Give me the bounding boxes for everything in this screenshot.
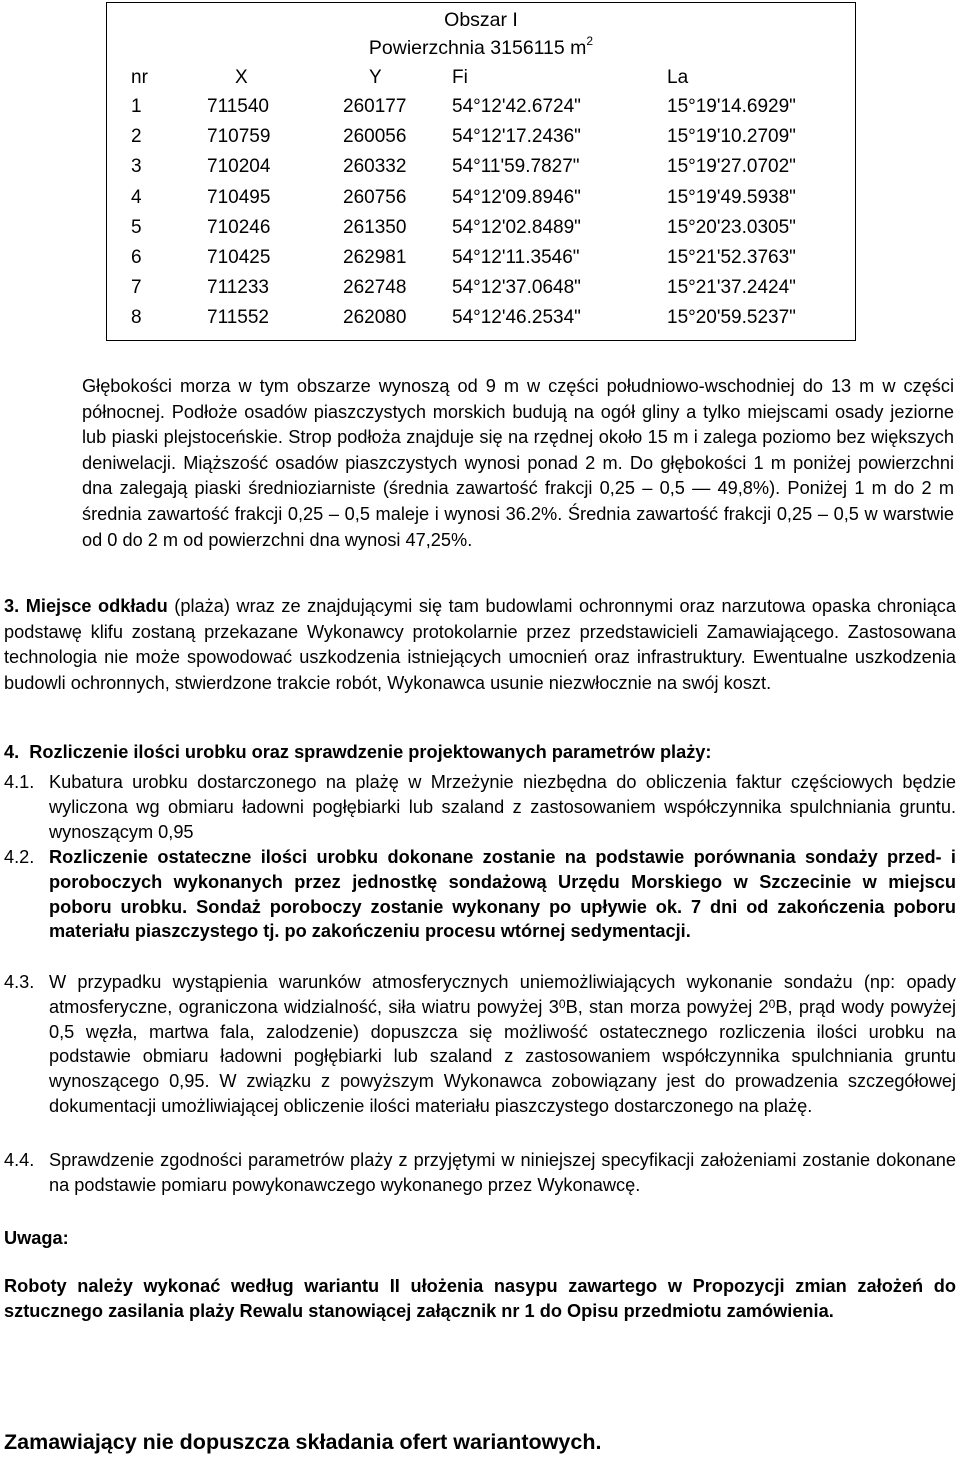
header-la: La — [667, 67, 689, 88]
cell-la: 15°19'10.2709" — [667, 126, 796, 148]
cell-la: 15°20'23.0305" — [667, 216, 796, 238]
table-title: Obszar I — [444, 9, 518, 31]
section-3-paragraph — [4, 594, 956, 696]
table-row — [107, 183, 855, 213]
section-3-text: (plaża) wraz ze znajdującymi się tam budowlami ochronnymi oraz narzutowa opaska chroniąca podstawę klifu zostaną przekazane Wykonawcy protokolarnie przez przedstawicieli Zamawiającego. Zastosowana technologia nie może spowodować uszkodzenia istniejących umocnień oraz infrastruktury. Ewentualne uszkodzenia budowli ochronnych, stwierdzone trakcie robót, Wykonawca usunie niezwłocznie na swój koszt. — [4, 596, 956, 693]
cell-x: 710246 — [207, 216, 271, 238]
table-row — [107, 122, 855, 152]
item-4-3-text-c: B, prąd wody powyżej 0,5 węzła, martwa fala, zalodzenie) dopuszcza się możliwość ostatecznego rozliczenia ilości urobku na podstawie obmiaru ładowni pogłębiarki lub szaland z zastosowaniem współczynnika spulchniania gruntu wynoszącego 0,95. W związku z powyższym Wykonawca zobowiązany jest do prowadzenia szczegółowej dokumentacji umożliwiającej obliczenie ilości materiału piaszczystego dostarczonego na plażę. — [49, 996, 956, 1116]
cell-x: 710204 — [207, 156, 271, 178]
coordinates-table — [106, 2, 856, 341]
header-nr: nr — [131, 67, 148, 88]
cell-x: 711233 — [207, 277, 269, 299]
item-4-4-text: Sprawdzenie zgodności parametrów plaży z przyjętymi w niniejszej specyfikacji założeniami zostanie dokonane na podstawie pomiaru powykonawczego wykonanego przez Wykonawcę. — [49, 1150, 956, 1195]
cell-x: 710759 — [207, 126, 271, 148]
cell-fi: 54°12'11.3546" — [452, 247, 580, 268]
item-4-1-text: Kubatura urobku dostarczonego na plażę w Mrzeżynie niezbędna do obliczenia faktur częściowych będzie wyliczona wg obmiaru ładowni pogłębiarki lub szaland z zastosowaniem współczynnika spulchniania gruntu. wynoszącym 0,95 — [49, 772, 956, 842]
cell-y: 260056 — [343, 126, 407, 148]
cell-y: 261350 — [343, 216, 407, 238]
item-4-1-number: 4.1. — [4, 772, 35, 792]
item-4-2-text: Rozliczenie ostateczne ilości urobku dokonane zostanie na podstawie porównania sondaży przed- i poroboczych wykonanych przez jednostkę sondażową Urzędu Morskiego w Szczecinie w miejscu poboru urobku. Sondaż poroboczy zostanie wykonany po upływie ok. 7 dni od zakończenia poboru materiału piaszczystego tj. po zakończeniu procesu wtórnej sedymentacji. — [49, 847, 956, 942]
header-x: X — [235, 67, 248, 88]
table-area — [107, 34, 855, 60]
cell-la: 15°19'49.5938" — [667, 186, 796, 208]
roboty-paragraph: Roboty należy wykonać według wariantu II ułożenia nasypu zawartego w Propozycji zmian założeń do sztucznego zasilania plaży Rewalu stanowiącej załącznik nr 1 do Opisu przedmiotu zamówienia. — [4, 1276, 956, 1321]
cell-la: 15°20'59.5237" — [667, 307, 796, 329]
section-3-bold-lead: Miejsce odkładu — [25, 596, 168, 616]
cell-la: 15°19'27.0702" — [667, 156, 796, 178]
area-superscript: 2 — [586, 34, 594, 48]
header-y: Y — [369, 67, 382, 88]
cell-fi: 54°12'46.2534" — [452, 307, 581, 329]
cell-nr: 2 — [131, 126, 142, 148]
cell-nr: 1 — [131, 96, 142, 117]
cell-fi: 54°12'37.0648" — [452, 277, 581, 299]
degree-sup-2: 0 — [768, 996, 776, 1011]
table-header-row — [107, 63, 855, 93]
cell-nr: 5 — [131, 216, 142, 238]
cell-nr: 7 — [131, 277, 142, 299]
cell-x: 710425 — [207, 247, 271, 268]
cell-fi: 54°11'59.7827" — [452, 156, 580, 178]
depth-paragraph: Głębokości morza w tym obszarze wynoszą od 9 m w części południowo-wschodniej do 13 m w części północnej. Podłoże osadów piaszczystych morskich budują na ogół gliny a tylko miejscami osady jeziorne lub piaski plejstoceńskie. Strop podłoża znajduje się na rzędnej około 15 m i zalega poziomo bez większych deniwelacji. Miąższość osadów piaszczystych wynosi ponad 2 m. Do głębokości 1 m poniżej powierzchni dna zalegają piaski średnioziarniste (średnia zawartość frakcji 0,25 – 0,5 — 49,8%). Poniżej 1 m do 2 m średnia zawartość frakcji 0,25 – 0,5 maleje i wynosi 36.2%. Średnia zawartość frakcji 0,25 – 0,5 w warstwie od 0 do 2 m od powierzchni dna wynosi 47,25%. — [82, 376, 954, 550]
cell-y: 262981 — [343, 247, 407, 268]
uwaga-label: Uwaga: — [4, 1228, 69, 1248]
cell-y: 260332 — [343, 156, 407, 178]
cell-nr: 3 — [131, 156, 142, 178]
table-row — [107, 152, 855, 182]
item-4-4 — [4, 1148, 956, 1200]
cell-la: 15°21'37.2424" — [667, 277, 796, 299]
cell-x: 711540 — [207, 96, 269, 117]
item-4-3-text-b: B, stan morza powyżej 2 — [565, 996, 769, 1017]
table-row — [107, 213, 855, 243]
cell-fi: 54°12'42.6724" — [452, 96, 581, 117]
degree-sup-1: 0 — [558, 996, 566, 1011]
cell-y: 262080 — [343, 307, 407, 329]
cell-nr: 6 — [131, 247, 142, 268]
item-4-3-text-a: W przypadku wystąpienia warunków atmosferycznych uniemożliwiających wykonanie sondażu (np: opady atmosferyczne, ograniczona widzialność, siła wiatru powyżej 3 — [49, 972, 956, 1017]
cell-y: 262748 — [343, 277, 407, 299]
cell-la: 15°21'52.3763" — [667, 247, 796, 268]
item-4-1 — [4, 770, 956, 845]
area-label: Powierzchnia 3156115 m — [368, 37, 587, 59]
item-4-3-number: 4.3. — [4, 972, 35, 992]
header-fi: Fi — [452, 67, 468, 88]
section-4-number: 4. — [4, 742, 20, 762]
cell-y: 260756 — [343, 186, 407, 208]
section-3-number: 3. — [4, 596, 20, 616]
item-4-2-number: 4.2. — [4, 847, 35, 867]
item-4-2 — [4, 845, 956, 970]
cell-nr: 8 — [131, 307, 142, 329]
cell-fi: 54°12'09.8946" — [452, 186, 581, 208]
cell-nr: 4 — [131, 186, 142, 208]
item-4-4-number: 4.4. — [4, 1150, 35, 1170]
item-4-3 — [4, 970, 956, 1148]
table-row — [107, 243, 855, 273]
item-4-3-text — [49, 970, 956, 1119]
cell-x: 711552 — [207, 307, 269, 329]
cell-la: 15°19'14.6929" — [667, 96, 796, 117]
cell-y: 260177 — [343, 96, 407, 117]
final-statement: Zamawiający nie dopuszcza składania ofert wariantowych. — [4, 1430, 602, 1454]
section-4-title: Rozliczenie ilości urobku oraz sprawdzenie projektowanych parametrów plaży: — [29, 742, 712, 762]
cell-fi: 54°12'17.2436" — [452, 126, 581, 148]
cell-x: 710495 — [207, 186, 271, 208]
table-row — [107, 92, 855, 122]
section-4-heading — [4, 742, 711, 763]
table-row — [107, 273, 855, 303]
table-row — [107, 303, 855, 333]
cell-fi: 54°12'02.8489" — [452, 216, 581, 238]
